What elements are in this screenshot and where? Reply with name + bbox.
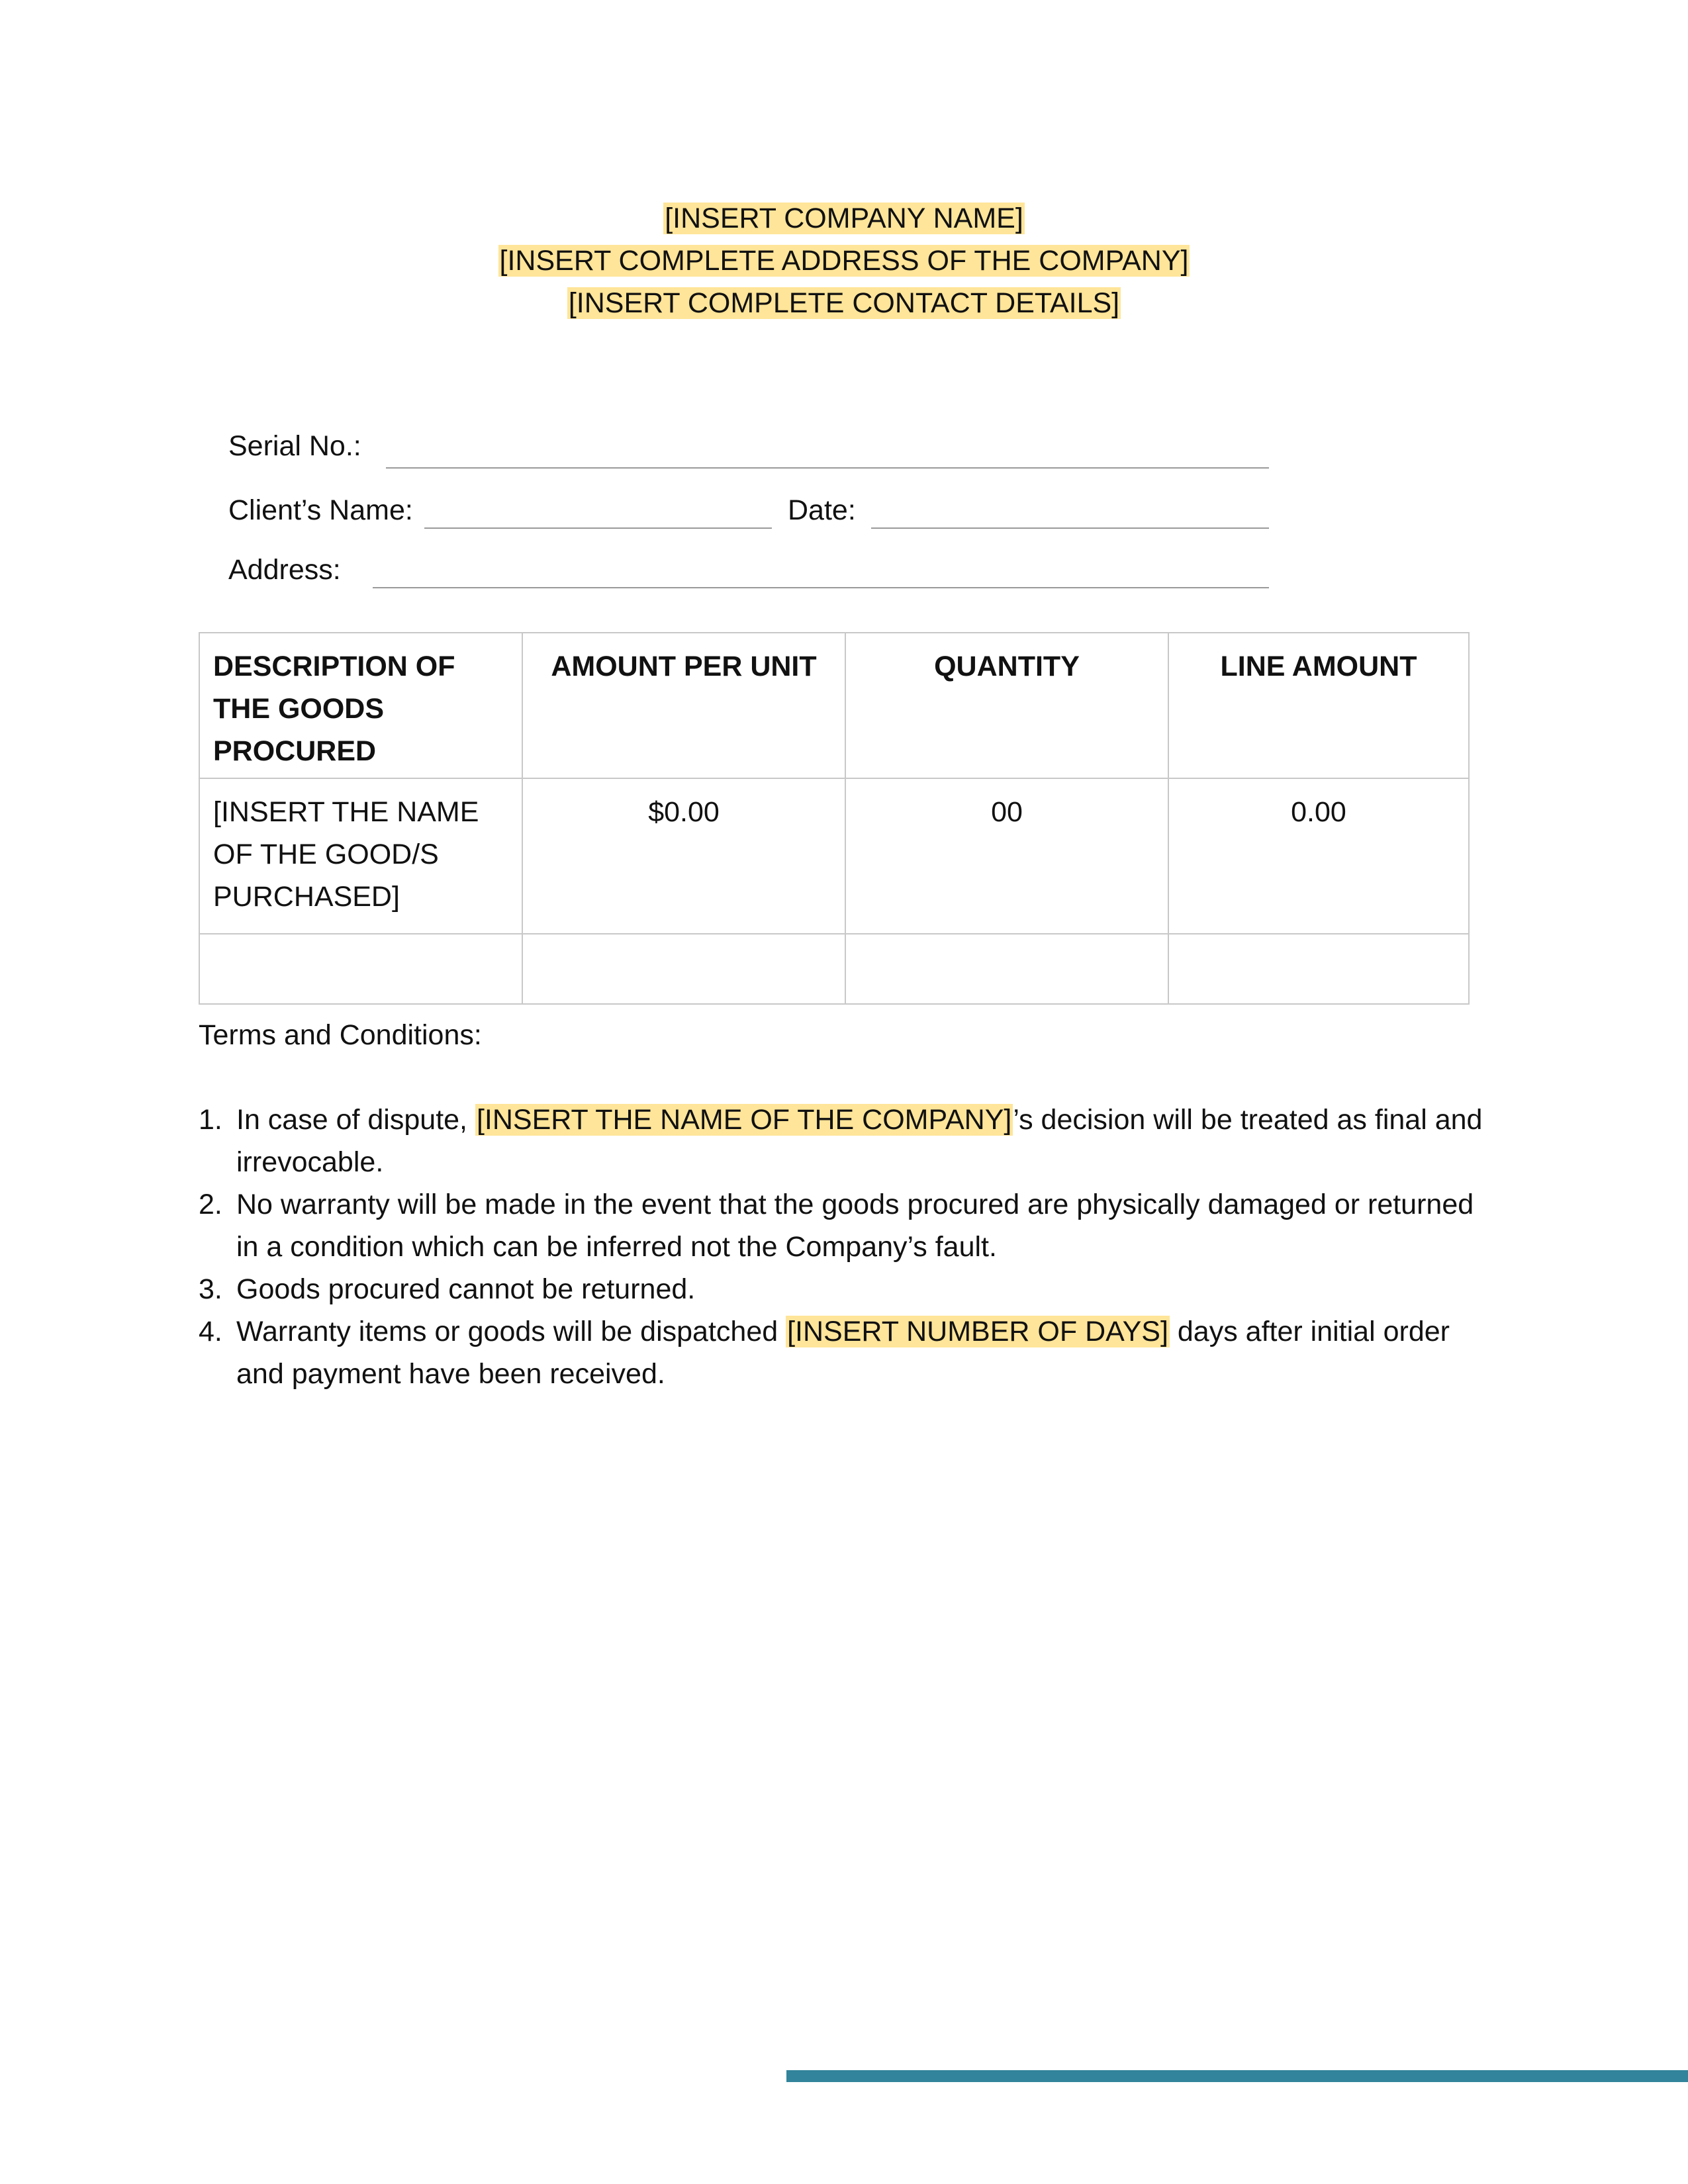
- list-number: 2.: [199, 1189, 222, 1220]
- footer-accent-bar: [786, 2070, 1688, 2082]
- company-name-placeholder[interactable]: [INSERT COMPANY NAME]: [665, 203, 1023, 234]
- header-quantity: QUANTITY: [845, 633, 1168, 778]
- list-item: [199, 1310, 1496, 1395]
- address-field[interactable]: [373, 587, 1269, 588]
- cell-line-amount[interactable]: 0.00: [1168, 778, 1469, 934]
- cell-amount-per-unit[interactable]: [522, 934, 845, 1004]
- header-line-amount: LINE AMOUNT: [1168, 633, 1469, 778]
- company-address-line: [0, 240, 1688, 282]
- term-text: Goods procured cannot be returned.: [236, 1273, 696, 1305]
- term-text: In case of dispute,: [236, 1104, 475, 1136]
- address-label: Address:: [228, 554, 341, 586]
- contact-details-line: [0, 282, 1688, 324]
- cell-quantity[interactable]: 00: [845, 778, 1168, 934]
- company-name-line: [0, 197, 1688, 240]
- cell-amount-per-unit[interactable]: $0.00: [522, 778, 845, 934]
- list-number: 1.: [199, 1104, 222, 1136]
- cell-quantity[interactable]: [845, 934, 1168, 1004]
- cell-description[interactable]: [INSERT THE NAME OF THE GOOD/S PURCHASED]: [199, 778, 522, 934]
- list-number: 3.: [199, 1273, 222, 1305]
- company-address-placeholder[interactable]: [INSERT COMPLETE ADDRESS OF THE COMPANY]: [499, 245, 1189, 277]
- list-item: [199, 1268, 1496, 1310]
- cell-line-amount[interactable]: [1168, 934, 1469, 1004]
- goods-table: [199, 632, 1470, 1005]
- list-number: 4.: [199, 1316, 222, 1347]
- client-name-label: Client’s Name:: [228, 494, 413, 526]
- serial-no-label: Serial No.:: [228, 430, 361, 462]
- terms-title: Terms and Conditions:: [199, 1019, 482, 1051]
- company-header: [0, 197, 1688, 324]
- header-description: DESCRIPTION OF THE GOODS PROCURED: [199, 633, 522, 778]
- date-label: Date:: [788, 494, 856, 526]
- client-name-field[interactable]: [424, 527, 772, 529]
- list-item: [199, 1183, 1496, 1268]
- serial-no-field[interactable]: [386, 467, 1269, 469]
- table-row: [199, 934, 1469, 1004]
- table-header-row: [199, 633, 1469, 778]
- cell-description[interactable]: [199, 934, 522, 1004]
- table-row: [199, 778, 1469, 934]
- list-item: [199, 1099, 1496, 1183]
- contact-details-placeholder[interactable]: [INSERT COMPLETE CONTACT DETAILS]: [568, 287, 1120, 319]
- company-name-placeholder[interactable]: [INSERT THE NAME OF THE COMPANY]: [476, 1104, 1012, 1136]
- term-text: Warranty items or goods will be dispatched: [236, 1316, 786, 1347]
- term-text: No warranty will be made in the event that the goods procured are physically damaged or returned in a condition which can be inferred not the Company’s fault.: [236, 1189, 1474, 1263]
- number-of-days-placeholder[interactable]: [INSERT NUMBER OF DAYS]: [787, 1316, 1168, 1347]
- header-amount-per-unit: AMOUNT PER UNIT: [522, 633, 845, 778]
- term-text: ’s decision will be treated as final and irrevocable.: [236, 1104, 1483, 1178]
- term-text: days after initial order and payment have been received.: [236, 1316, 1450, 1390]
- terms-list: [199, 1099, 1496, 1395]
- date-field[interactable]: [871, 527, 1269, 529]
